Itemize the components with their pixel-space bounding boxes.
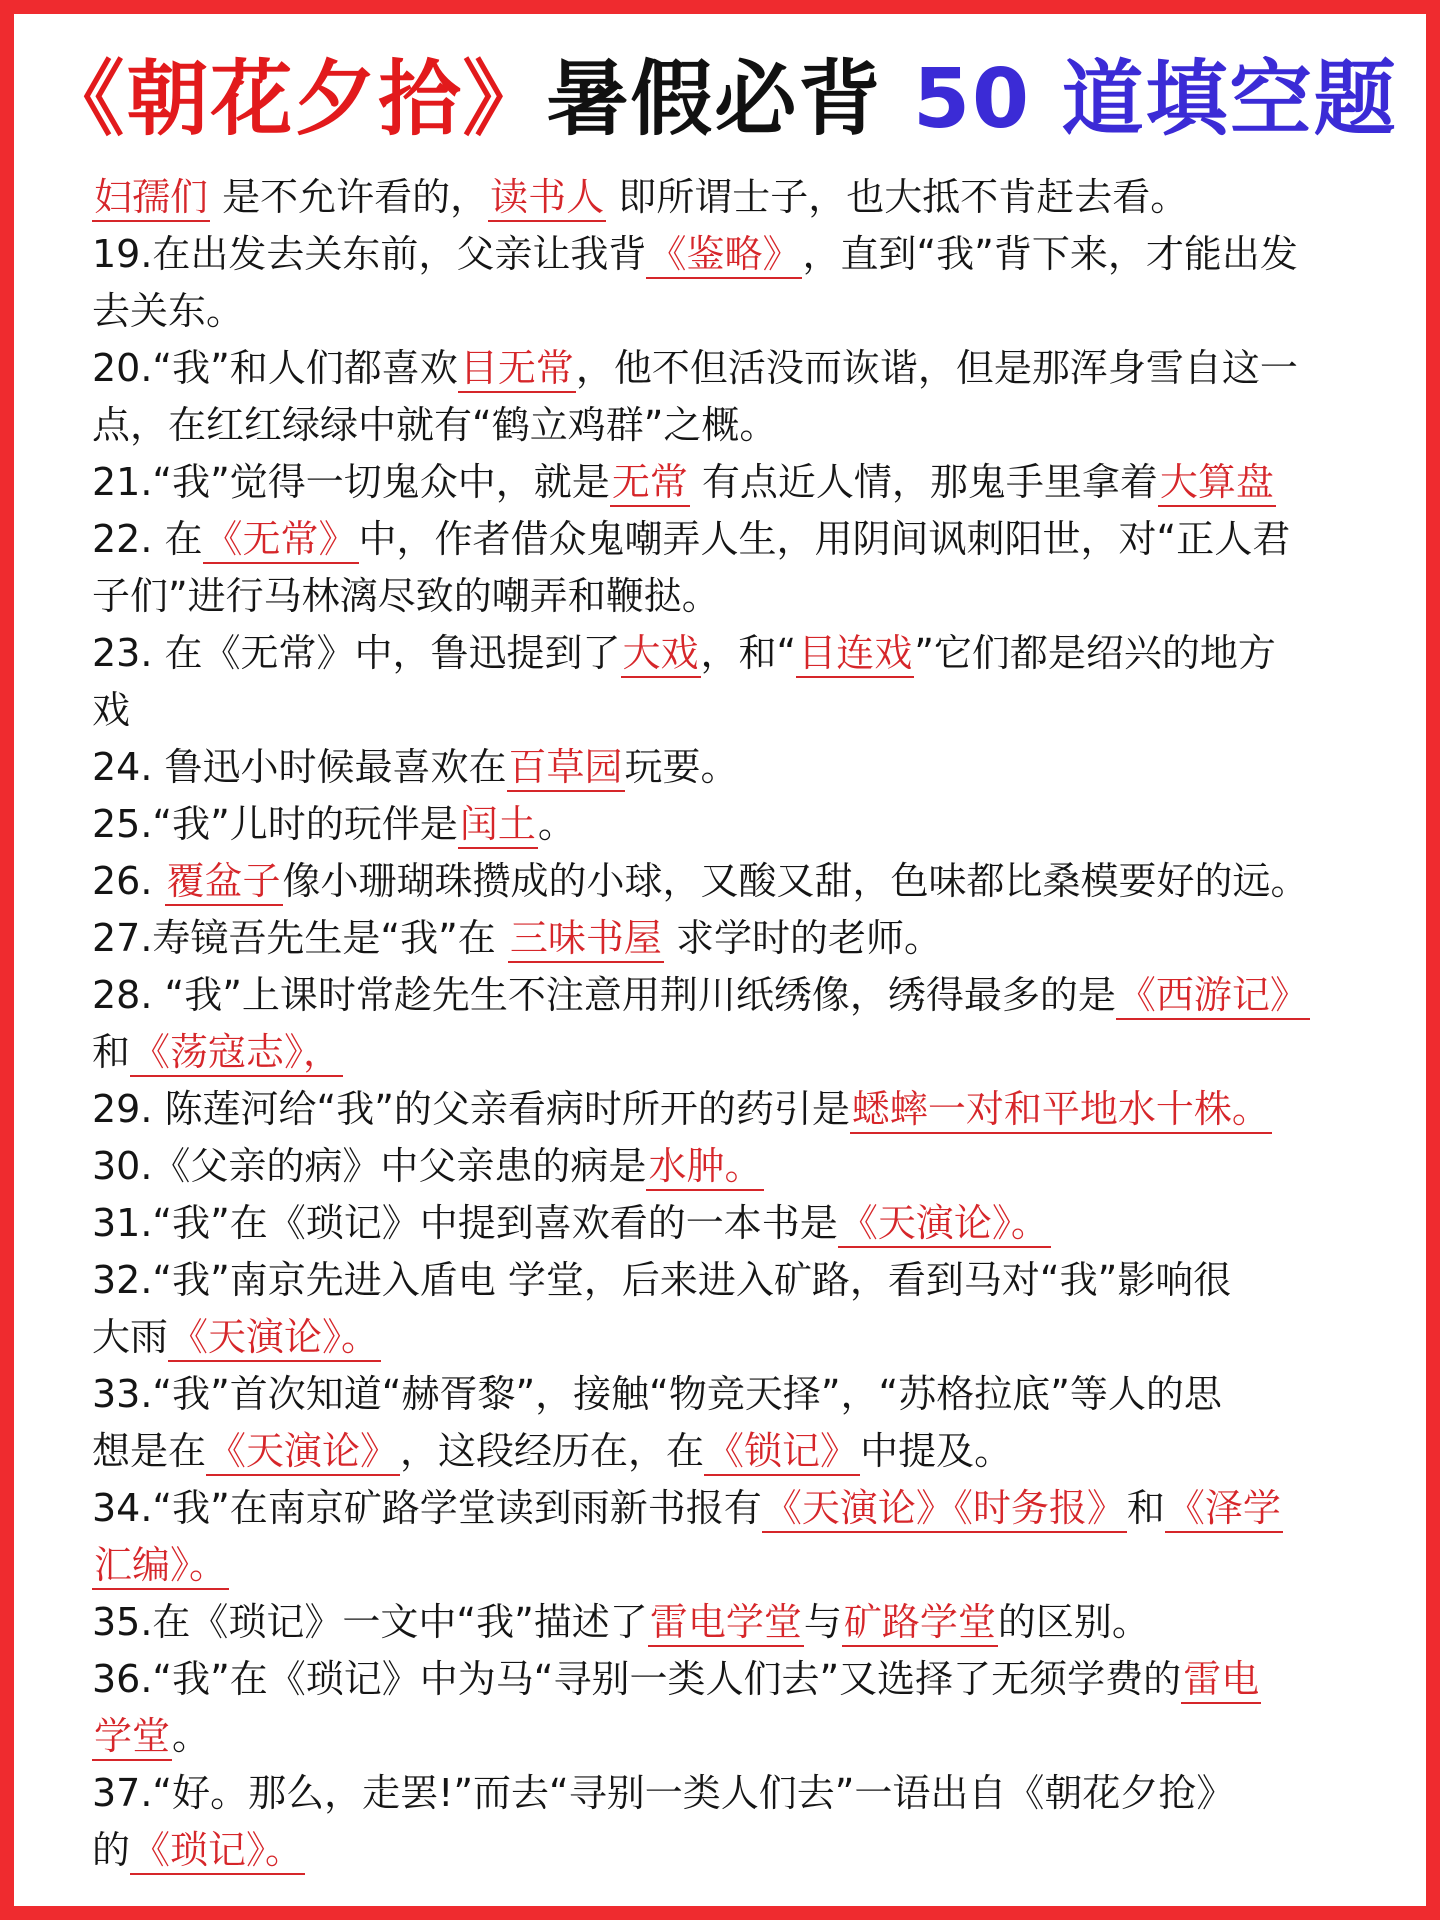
question-text: 和 bbox=[1126, 1486, 1165, 1530]
text-line bbox=[92, 1822, 1392, 1879]
text-line bbox=[92, 910, 1392, 967]
question-text: 22. 在 bbox=[92, 517, 203, 561]
answer-blank: 蟋蟀一对和平地水十株。 bbox=[850, 1086, 1272, 1134]
answer-blank: 《天演论》。 bbox=[168, 1314, 381, 1362]
question-text: ，直到“我”背下来，才能出发 bbox=[802, 232, 1298, 276]
text-line bbox=[92, 853, 1392, 910]
question-text: 19.在出发去关东前，父亲让我背 bbox=[92, 232, 647, 276]
text-line bbox=[92, 1138, 1392, 1195]
question-text: 即所谓士子，也大抵不肯赶去看。 bbox=[606, 175, 1189, 219]
question-text: 中提及。 bbox=[860, 1429, 1013, 1473]
answer-blank: 雷电学堂 bbox=[648, 1599, 804, 1647]
text-line bbox=[92, 1081, 1392, 1138]
text-line bbox=[92, 739, 1392, 796]
question-text: 想是在 bbox=[92, 1429, 207, 1473]
text-line bbox=[92, 625, 1392, 682]
question-text: 24. 鲁迅小时候最喜欢在 bbox=[92, 745, 507, 789]
question-text: 是不允许看的， bbox=[210, 175, 489, 219]
question-text: 有点近人情，那鬼手里拿着 bbox=[689, 460, 1158, 504]
text-line bbox=[92, 796, 1392, 853]
text-line bbox=[92, 1309, 1392, 1366]
question-text: 的区别。 bbox=[997, 1600, 1150, 1644]
answer-blank: 《荡寇志》， bbox=[130, 1029, 343, 1077]
question-text: 20.“我”和人们都喜欢 bbox=[92, 346, 458, 390]
text-line bbox=[92, 1537, 1392, 1594]
text-line bbox=[92, 169, 1392, 226]
question-text: 25.“我”儿时的玩伴是 bbox=[92, 802, 458, 846]
question-text: ，他不但活没而诙谐，但是那浑身雪自这一 bbox=[575, 346, 1298, 390]
question-text: 23. 在《无常》中，鲁迅提到了 bbox=[92, 631, 621, 675]
answer-blank: 目无常 bbox=[458, 345, 576, 393]
question-text: 与 bbox=[803, 1600, 842, 1644]
answer-blank: 《天演论》《时务报》 bbox=[762, 1485, 1127, 1533]
text-line bbox=[92, 340, 1392, 397]
question-text: 31.“我”在《琐记》中提到喜欢看的一本书是 bbox=[92, 1201, 838, 1245]
answer-blank: 百草园 bbox=[507, 744, 625, 792]
page-title bbox=[14, 50, 1426, 150]
text-line bbox=[92, 397, 1392, 454]
title-count: 50 道填空题 bbox=[912, 52, 1398, 147]
question-text: 。 bbox=[172, 1714, 211, 1758]
text-line bbox=[92, 1594, 1392, 1651]
question-text: 玩要。 bbox=[624, 745, 739, 789]
question-text: 37.“好。那么，走罢!”而去“寻别一类人们去”一语出自《朝花夕抢》 bbox=[92, 1771, 1235, 1815]
text-line bbox=[92, 226, 1392, 283]
question-text: 像小珊瑚珠攒成的小球，又酸又甜，色味都比桑模要好的远。 bbox=[282, 859, 1309, 903]
text-line bbox=[92, 1423, 1392, 1480]
question-text: 21.“我”觉得一切鬼众中，就是 bbox=[92, 460, 610, 504]
answer-blank: 《泽学 bbox=[1165, 1485, 1283, 1533]
title-subject: 暑假必背 bbox=[546, 52, 883, 147]
question-text: 30.《父亲的病》中父亲患的病是 bbox=[92, 1144, 647, 1188]
text-line bbox=[92, 283, 1392, 340]
answer-blank: 《天演论》。 bbox=[838, 1200, 1051, 1248]
text-line bbox=[92, 682, 1392, 739]
question-text: 27.寿镜吾先生是“我”在 bbox=[92, 916, 508, 960]
answer-blank: 大戏 bbox=[621, 630, 701, 678]
text-line bbox=[92, 568, 1392, 625]
answer-blank: 《天演论》 bbox=[206, 1428, 400, 1476]
answer-blank: 大算盘 bbox=[1158, 459, 1276, 507]
answer-blank: 无常 bbox=[610, 459, 690, 507]
question-text: 28. “我”上课时常趁先生不注意用荆川纸绣像，绣得最多的是 bbox=[92, 973, 1116, 1017]
text-line bbox=[92, 1195, 1392, 1252]
question-text: 36.“我”在《琐记》中为马“寻别一类人们去”又选择了无须学费的 bbox=[92, 1657, 1182, 1701]
answer-blank: 三味书屋 bbox=[508, 915, 664, 963]
answer-blank: 《琐记》。 bbox=[130, 1827, 305, 1875]
question-text: ”它们都是绍兴的地方 bbox=[914, 631, 1276, 675]
text-line bbox=[92, 1252, 1392, 1309]
answer-blank: 学堂 bbox=[92, 1713, 172, 1761]
question-text: 去关东。 bbox=[92, 289, 245, 333]
question-text: 大雨 bbox=[92, 1315, 169, 1359]
text-line bbox=[92, 967, 1392, 1024]
title-book-name: 《朝花夕拾》 bbox=[42, 52, 547, 147]
question-text: 35.在《琐记》一文中“我”描述了 bbox=[92, 1600, 648, 1644]
answer-blank: 《鉴略》 bbox=[646, 231, 802, 279]
answer-blank: 水肿。 bbox=[646, 1143, 764, 1191]
question-text: 26. bbox=[92, 859, 165, 903]
answer-blank: 矿路学堂 bbox=[842, 1599, 998, 1647]
question-text: 34.“我”在南京矿路学堂读到雨新书报有 bbox=[92, 1486, 762, 1530]
text-line bbox=[92, 511, 1392, 568]
question-text: 32.“我”南京先进入盾电 学堂，后来进入矿路，看到马对“我”影响很 bbox=[92, 1258, 1232, 1302]
question-list bbox=[92, 169, 1392, 1879]
answer-blank: 汇编》。 bbox=[92, 1542, 229, 1590]
answer-blank: 覆盆子 bbox=[165, 858, 283, 906]
answer-blank: 《西游记》 bbox=[1116, 972, 1310, 1020]
question-text: 29. 陈莲河给“我”的父亲看病时所开的药引是 bbox=[92, 1087, 850, 1131]
answer-blank: 《无常》 bbox=[203, 516, 359, 564]
question-text: 求学时的老师。 bbox=[663, 916, 942, 960]
text-line bbox=[92, 1024, 1392, 1081]
text-line bbox=[92, 454, 1392, 511]
question-text: 中，作者借众鬼嘲弄人生，用阴间讽刺阳世，对“正人君 bbox=[358, 517, 1291, 561]
question-text: 的 bbox=[92, 1828, 131, 1872]
text-line bbox=[92, 1765, 1392, 1822]
question-text: 点，在红红绿绿中就有“鹤立鸡群”之概。 bbox=[92, 403, 778, 447]
question-text: 子们”进行马林漓尽致的嘲弄和鞭挞。 bbox=[92, 574, 720, 618]
answer-blank: 目连戏 bbox=[796, 630, 914, 678]
text-line bbox=[92, 1708, 1392, 1765]
question-text: ，和“ bbox=[700, 631, 797, 675]
question-text: 和 bbox=[92, 1030, 131, 1074]
question-text: ，这段经历在，在 bbox=[400, 1429, 705, 1473]
question-text: 33.“我”首次知道“赫胥黎”，接触“物竞天择”，“苏格拉底”等人的思 bbox=[92, 1372, 1222, 1416]
text-line bbox=[92, 1651, 1392, 1708]
question-text: 戏 bbox=[92, 688, 131, 732]
answer-blank: 雷电 bbox=[1181, 1656, 1261, 1704]
answer-blank: 《锁记》 bbox=[704, 1428, 860, 1476]
answer-blank: 妇孺们 bbox=[92, 174, 210, 222]
answer-blank: 闰土 bbox=[458, 801, 538, 849]
answer-blank: 读书人 bbox=[488, 174, 606, 222]
question-text: 。 bbox=[537, 802, 576, 846]
text-line bbox=[92, 1366, 1392, 1423]
text-line bbox=[92, 1480, 1392, 1537]
